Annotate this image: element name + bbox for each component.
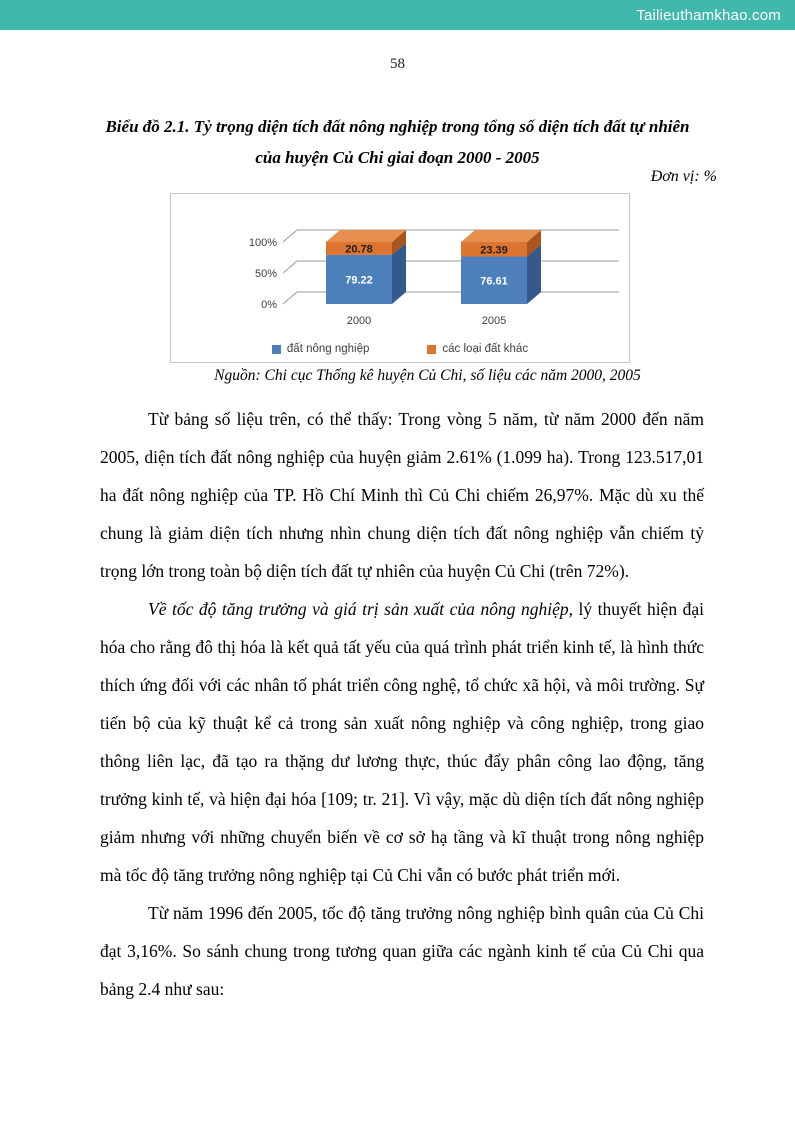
legend-swatch xyxy=(427,345,436,354)
unit-label: Đơn vị: % xyxy=(650,168,717,185)
legend-item xyxy=(427,343,528,355)
legend-item xyxy=(272,343,370,355)
page-number: 58 xyxy=(390,56,405,72)
chart-svg xyxy=(171,196,629,332)
bar-value-label: 79.22 xyxy=(345,274,373,287)
legend-label: các loại đất khác xyxy=(442,343,529,355)
bar-value-label: 20.78 xyxy=(345,243,373,256)
bar-value-label: 76.61 xyxy=(480,275,508,288)
body-text xyxy=(100,401,704,1009)
paragraph-text: Từ bảng số liệu trên, có thể thấy: Trong vòng 5 năm, từ năm 2000 đến năm 2005, diện tích đất nông nghiệp của huyện giảm 2.61% (1.099 ha). Trong 123.517,01 ha đất nông nghiệp của TP. Hồ Chí Minh thì Củ Chi chiếm 26,97%. Mặc dù xu thế chung là giảm diện tích nhưng nhìn chung diện tích đất nông nghiệp vẫn chiếm tỷ trọng lớn trong toàn bộ diện tích đất tự nhiên của huyện Củ Chi (trên 72%). xyxy=(100,409,704,581)
watermark-text: Tailieuthamkhao.com xyxy=(636,6,781,24)
legend-label: đất nông nghiệp xyxy=(286,343,370,355)
body-paragraph xyxy=(100,895,704,1009)
chart-frame xyxy=(170,193,630,363)
paragraph-text: Từ năm 1996 đến 2005, tốc độ tăng trưởng nông nghiệp bình quân của Củ Chi đạt 3,16%. So sánh chung trong tương quan giữa các ngành kinh tế của Củ Chi qua bảng 2.4 như sau: xyxy=(100,902,704,999)
body-paragraph xyxy=(100,401,704,591)
bar-value-label: 23.39 xyxy=(480,244,508,257)
legend-swatch xyxy=(272,345,281,354)
figure-source: Nguồn: Chi cục Thống kê huyện Củ Chi, số liệu các năm 2000, 2005 xyxy=(214,367,641,384)
watermark-banner xyxy=(0,0,795,30)
y-axis-tick-label: 100% xyxy=(248,237,277,249)
bar-segment-top xyxy=(326,230,406,242)
category-label: 2005 xyxy=(481,315,507,327)
paragraph-text: lý thuyết hiện đại hóa cho rằng đô thị hóa là kết quả tất yếu của quá trình phát triển kinh tế, là hình thức thích ứng đối với các nhân tố phát triển công nghệ, tổ chức xã hội, và môi trường. Sự tiến bộ của kỹ thuật kể cả trong sản xuất nông nghiệp và công nghiệp, trong giao thông liên lạc, đã tạo ra thặng dư lương thực, thúc đẩy phân công lao động, tăng trưởng kinh tế, và hiện đại hóa [109; tr. 21]. Vì vậy, mặc dù diện tích đất nông nghiệp giảm nhưng với những chuyển biến về cơ sở hạ tầng và kĩ thuật trong nông nghiệp mà tốc độ tăng trưởng nông nghiệp tại Củ Chi vẫn có bước phát triển mới. xyxy=(100,598,704,885)
body-paragraph xyxy=(100,591,704,895)
chart-legend xyxy=(171,343,629,355)
y-axis-tick-label: 0% xyxy=(261,299,277,311)
y-axis-tick-label: 50% xyxy=(254,268,277,280)
paragraph-lead-italic: Về tốc độ tăng trưởng và giá trị sản xuất của nông nghiệp, xyxy=(148,598,573,619)
figure-title: Biểu đồ 2.1. Tỷ trọng diện tích đất nông nghiệp trong tổng số diện tích đất tự nhiên của huyện Củ Chi giai đoạn 2000 - 2005 xyxy=(105,117,690,167)
bar-segment-top xyxy=(461,230,541,242)
category-label: 2000 xyxy=(346,315,372,327)
